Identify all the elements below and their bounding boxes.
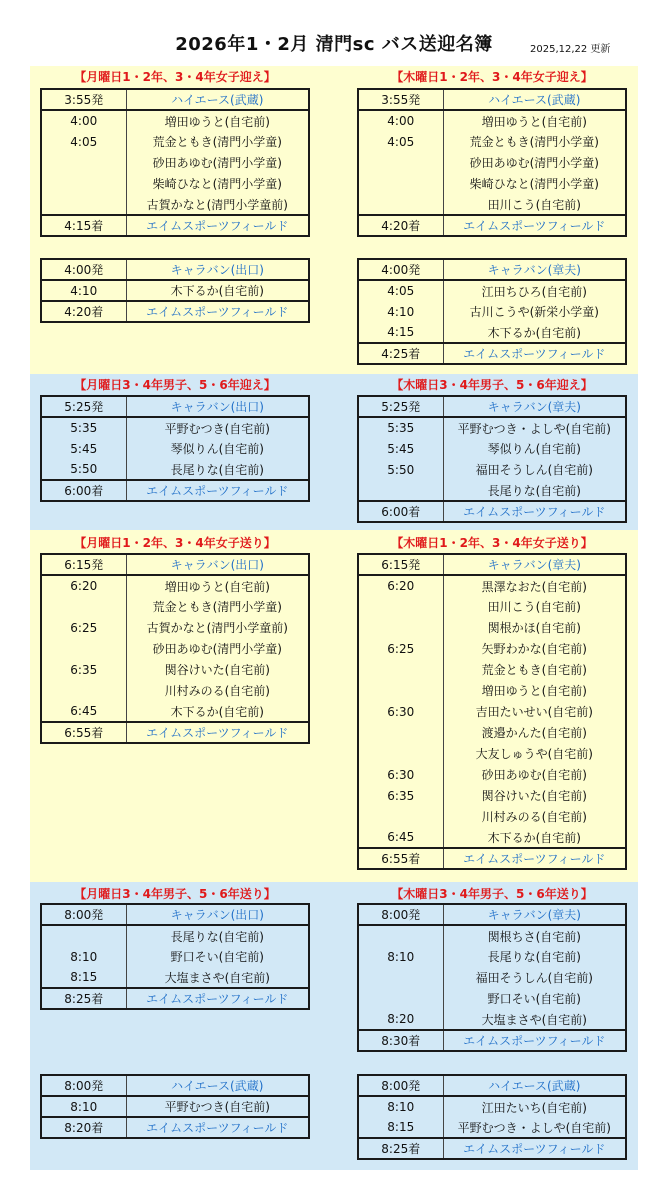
table-row — [358, 701, 626, 722]
schedule-thu-girls-dropoff — [357, 553, 627, 870]
vehicle-cell: ハイエース(武蔵) — [443, 89, 626, 110]
table-row — [41, 638, 309, 659]
table-row — [358, 904, 626, 925]
table-row — [41, 596, 309, 617]
time-cell: 8:00発 — [358, 1075, 443, 1096]
table-row — [358, 1030, 626, 1051]
time-cell — [41, 638, 126, 659]
passenger-cell: 大友しゅうや(自宅前) — [475, 747, 593, 761]
table-row — [358, 417, 626, 438]
time-cell — [358, 173, 443, 194]
vehicle-cell: ハイエース(武蔵) — [126, 1075, 309, 1096]
table-row — [358, 680, 626, 701]
time-cell: 4:05 — [358, 280, 443, 301]
time-cell: 6:45 — [41, 701, 126, 722]
passenger-cell: 古川こうや(新栄小学童) — [469, 305, 599, 319]
time-cell: 4:20着 — [41, 301, 126, 322]
table-row — [358, 827, 626, 848]
time-cell — [41, 596, 126, 617]
time-cell: 6:20 — [41, 575, 126, 596]
table-row — [41, 701, 309, 722]
table-row — [41, 194, 309, 215]
table-row — [358, 259, 626, 280]
table-row — [358, 596, 626, 617]
passenger-cell: 長尾りな(自宅前) — [170, 462, 264, 477]
passenger-cell: 吉田たいせい(自宅前) — [475, 705, 593, 719]
destination-cell: エイムスポーツフィールド — [443, 1138, 626, 1159]
time-cell: 4:10 — [41, 280, 126, 301]
heading-mon-boys-dropoff: 【月曜日3・4年男子、5・6年送り】 — [74, 887, 276, 901]
table-row — [358, 301, 626, 322]
destination-cell: エイムスポーツフィールド — [443, 1030, 626, 1051]
schedule-mon-girls-pickup-hiace — [40, 88, 310, 237]
time-cell — [358, 967, 443, 988]
table-row — [41, 659, 309, 680]
time-cell — [41, 152, 126, 173]
table-row — [41, 988, 309, 1009]
passenger-cell: 田川こう(自宅前) — [487, 197, 581, 212]
passenger-cell: 木下るか(自宅前) — [170, 284, 264, 298]
table-row — [358, 617, 626, 638]
table-row — [358, 152, 626, 173]
time-cell: 5:35 — [358, 417, 443, 438]
passenger-cell: 黒澤なおた(自宅前) — [481, 579, 587, 594]
table-row — [41, 152, 309, 173]
time-cell: 6:55着 — [41, 722, 126, 743]
vehicle-cell: キャラバン(章夫) — [443, 396, 626, 417]
passenger-cell: 琴似りん(自宅前) — [487, 442, 581, 456]
passenger-cell: 荒金ともき(清門小学童) — [469, 135, 599, 149]
passenger-cell: 江田ちひろ(自宅前) — [481, 284, 587, 299]
time-cell: 8:10 — [41, 946, 126, 967]
destination-cell: エイムスポーツフィールド — [126, 480, 309, 501]
time-cell — [358, 194, 443, 215]
time-cell: 3:55発 — [41, 89, 126, 110]
table-row — [358, 1138, 626, 1159]
destination-cell: エイムスポーツフィールド — [126, 215, 309, 236]
vehicle-cell: キャラバン(章夫) — [443, 259, 626, 280]
heading-thu-girls-dropoff: 【木曜日1・2年、3・4年女子送り】 — [391, 536, 593, 550]
table-row — [358, 194, 626, 215]
passenger-cell: 砂田あゆむ(清門小学童) — [152, 156, 282, 170]
passenger-cell: 長尾りな(自宅前) — [170, 929, 264, 944]
time-cell: 4:20着 — [358, 215, 443, 236]
time-cell — [358, 596, 443, 617]
passenger-cell: 長尾りな(自宅前) — [487, 483, 581, 498]
destination-cell: エイムスポーツフィールド — [126, 301, 309, 322]
heading-thu-girls-pickup: 【木曜日1・2年、3・4年女子迎え】 — [391, 70, 593, 84]
passenger-cell: 増田ゆうと(自宅前) — [481, 684, 587, 698]
table-row — [41, 680, 309, 701]
passenger-cell: 木下るか(自宅前) — [170, 704, 264, 719]
table-row — [41, 215, 309, 236]
table-row — [41, 259, 309, 280]
table-row — [358, 988, 626, 1009]
updated-date: 2025,12,22 更新 — [530, 44, 611, 55]
heading-mon-girls-dropoff: 【月曜日1・2年、3・4年女子送り】 — [74, 536, 276, 550]
passenger-cell: 古賀かなと(清門小学童前) — [146, 197, 288, 212]
table-row — [358, 638, 626, 659]
table-row — [358, 438, 626, 459]
schedule-mon-girls-dropoff — [40, 553, 310, 744]
table-row — [358, 659, 626, 680]
vehicle-cell: ハイエース(武蔵) — [126, 89, 309, 110]
passenger-cell: 川村みのる(自宅前) — [481, 810, 587, 824]
passenger-cell: 長尾りな(自宅前) — [487, 950, 581, 964]
passenger-cell: 関谷けいた(自宅前) — [164, 663, 270, 677]
vehicle-cell: キャラバン(出口) — [126, 904, 309, 925]
time-cell: 8:10 — [358, 946, 443, 967]
time-cell: 6:25 — [358, 638, 443, 659]
passenger-cell: 木下るか(自宅前) — [487, 325, 581, 340]
time-cell: 4:10 — [358, 301, 443, 322]
table-row — [41, 1075, 309, 1096]
table-row — [41, 459, 309, 480]
time-cell: 4:00 — [41, 110, 126, 131]
time-cell: 8:15 — [358, 1117, 443, 1138]
table-row — [358, 743, 626, 764]
table-row — [41, 131, 309, 152]
passenger-cell: 矢野わかな(自宅前) — [481, 642, 587, 656]
time-cell: 6:15発 — [41, 554, 126, 575]
time-cell — [41, 925, 126, 946]
table-row — [358, 1075, 626, 1096]
destination-cell: エイムスポーツフィールド — [443, 501, 626, 522]
time-cell: 6:55着 — [358, 848, 443, 869]
time-cell: 6:35 — [358, 785, 443, 806]
table-row — [41, 280, 309, 301]
table-row — [41, 904, 309, 925]
passenger-cell: 関谷けいた(自宅前) — [481, 789, 587, 803]
schedule-thu-girls-pickup-hiace — [357, 88, 627, 237]
time-cell: 5:45 — [358, 438, 443, 459]
table-row — [358, 1117, 626, 1138]
destination-cell: エイムスポーツフィールド — [443, 343, 626, 364]
table-row — [358, 173, 626, 194]
table-row — [41, 617, 309, 638]
schedule-thu-boys-pickup — [357, 395, 627, 523]
table-row — [358, 967, 626, 988]
passenger-cell: 増田ゆうと(自宅前) — [164, 579, 270, 594]
time-cell: 4:05 — [358, 131, 443, 152]
time-cell — [358, 988, 443, 1009]
table-row — [41, 110, 309, 131]
time-cell: 6:00着 — [358, 501, 443, 522]
passenger-cell: 江田たいち(自宅前) — [481, 1100, 587, 1115]
passenger-cell: 田川こう(自宅前) — [487, 600, 581, 614]
table-row — [41, 722, 309, 743]
time-cell: 6:20 — [358, 575, 443, 596]
passenger-cell: 福田そうしん(自宅前) — [475, 463, 593, 477]
time-cell: 5:50 — [41, 459, 126, 480]
passenger-cell: 大塩まさや(自宅前) — [481, 1012, 587, 1027]
time-cell — [358, 152, 443, 173]
vehicle-cell: キャラバン(出口) — [126, 396, 309, 417]
time-cell: 4:05 — [41, 131, 126, 152]
schedule-mon-boys-dropoff-caravan — [40, 903, 310, 1010]
passenger-cell: 川村みのる(自宅前) — [164, 684, 270, 698]
time-cell: 8:10 — [41, 1096, 126, 1117]
table-row — [41, 173, 309, 194]
schedule-thu-girls-pickup-caravan — [357, 258, 627, 365]
passenger-cell: 渡邉かんた(自宅前) — [481, 726, 587, 740]
time-cell: 6:35 — [41, 659, 126, 680]
passenger-cell: 大塩まさや(自宅前) — [164, 970, 270, 985]
time-cell: 6:30 — [358, 764, 443, 785]
table-row — [358, 322, 626, 343]
table-row — [358, 459, 626, 480]
heading-mon-girls-pickup: 【月曜日1・2年、3・4年女子迎え】 — [74, 70, 276, 84]
time-cell: 8:20 — [358, 1009, 443, 1030]
vehicle-cell: キャラバン(出口) — [126, 259, 309, 280]
time-cell — [41, 194, 126, 215]
vehicle-cell: キャラバン(出口) — [126, 554, 309, 575]
table-row — [41, 967, 309, 988]
time-cell — [358, 680, 443, 701]
time-cell: 6:00着 — [41, 480, 126, 501]
table-row — [358, 280, 626, 301]
destination-cell: エイムスポーツフィールド — [126, 722, 309, 743]
table-row — [41, 1117, 309, 1138]
time-cell: 8:10 — [358, 1096, 443, 1117]
time-cell: 8:25着 — [358, 1138, 443, 1159]
passenger-cell: 増田ゆうと(自宅前) — [164, 114, 270, 129]
passenger-cell: 平野むつき・よしや(自宅前) — [457, 1120, 611, 1135]
passenger-cell: 琴似りん(自宅前) — [170, 442, 264, 456]
schedule-mon-girls-pickup-caravan — [40, 258, 310, 323]
time-cell: 6:45 — [358, 827, 443, 848]
schedule-thu-boys-dropoff-hiace — [357, 1074, 627, 1160]
table-row — [41, 480, 309, 501]
table-row — [358, 554, 626, 575]
table-row — [41, 925, 309, 946]
time-cell: 8:00発 — [358, 904, 443, 925]
table-row — [358, 89, 626, 110]
passenger-cell: 増田ゆうと(自宅前) — [481, 114, 587, 129]
time-cell: 8:20着 — [41, 1117, 126, 1138]
table-row — [358, 806, 626, 827]
heading-thu-boys-pickup: 【木曜日3・4年男子、5・6年迎え】 — [391, 378, 593, 392]
passenger-cell: 柴崎ひなと(清門小学童) — [469, 177, 599, 191]
table-row — [41, 301, 309, 322]
time-cell — [358, 722, 443, 743]
time-cell: 4:25着 — [358, 343, 443, 364]
destination-cell: エイムスポーツフィールド — [443, 215, 626, 236]
time-cell: 4:00 — [358, 110, 443, 131]
passenger-cell: 木下るか(自宅前) — [487, 830, 581, 845]
table-row — [358, 848, 626, 869]
table-row — [358, 501, 626, 522]
passenger-cell: 砂田あゆむ(清門小学童) — [469, 156, 599, 170]
passenger-cell: 平野むつき・よしや(自宅前) — [457, 421, 611, 436]
table-row — [358, 785, 626, 806]
time-cell — [358, 480, 443, 501]
time-cell — [41, 173, 126, 194]
table-row — [41, 575, 309, 596]
passenger-cell: 野口そい(自宅前) — [170, 950, 264, 964]
time-cell: 8:30着 — [358, 1030, 443, 1051]
table-row — [358, 110, 626, 131]
passenger-cell: 関根かほ(自宅前) — [487, 621, 581, 635]
time-cell: 4:00発 — [358, 259, 443, 280]
table-row — [358, 215, 626, 236]
table-row — [358, 480, 626, 501]
time-cell: 5:25発 — [41, 396, 126, 417]
time-cell — [358, 743, 443, 764]
table-row — [358, 764, 626, 785]
time-cell — [358, 925, 443, 946]
table-row — [358, 946, 626, 967]
heading-thu-boys-dropoff: 【木曜日3・4年男子、5・6年送り】 — [391, 887, 593, 901]
destination-cell: エイムスポーツフィールド — [443, 848, 626, 869]
passenger-cell: 平野むつき(自宅前) — [164, 1100, 270, 1114]
time-cell: 4:15着 — [41, 215, 126, 236]
schedule-mon-boys-dropoff-hiace — [40, 1074, 310, 1139]
passenger-cell: 砂田あゆむ(自宅前) — [481, 768, 587, 782]
time-cell: 6:30 — [358, 701, 443, 722]
heading-mon-boys-pickup: 【月曜日3・4年男子、5・6年迎え】 — [74, 378, 276, 392]
vehicle-cell: キャラバン(章夫) — [443, 904, 626, 925]
passenger-cell: 平野むつき(自宅前) — [164, 421, 270, 436]
passenger-cell: 砂田あゆむ(清門小学童) — [152, 642, 282, 656]
table-row — [358, 343, 626, 364]
table-row — [41, 1096, 309, 1117]
destination-cell: エイムスポーツフィールド — [126, 988, 309, 1009]
time-cell — [358, 617, 443, 638]
time-cell: 4:15 — [358, 322, 443, 343]
time-cell — [358, 806, 443, 827]
time-cell: 8:00発 — [41, 904, 126, 925]
page-title: 2026年1・2月 清門sc バス送迎名簿 — [175, 34, 493, 55]
passenger-cell: 野口そい(自宅前) — [487, 992, 581, 1006]
table-row — [358, 1096, 626, 1117]
passenger-cell: 柴崎ひなと(清門小学童) — [152, 177, 282, 191]
time-cell: 6:25 — [41, 617, 126, 638]
table-row — [41, 946, 309, 967]
time-cell: 5:50 — [358, 459, 443, 480]
table-row — [358, 575, 626, 596]
passenger-cell: 福田そうしん(自宅前) — [475, 971, 593, 985]
passenger-cell: 古賀かなと(清門小学童前) — [146, 621, 288, 635]
table-row — [358, 1009, 626, 1030]
passenger-cell: 荒金ともき(清門小学童) — [152, 600, 282, 614]
time-cell: 6:15発 — [358, 554, 443, 575]
table-row — [41, 89, 309, 110]
table-row — [358, 722, 626, 743]
time-cell: 5:25発 — [358, 396, 443, 417]
time-cell: 5:35 — [41, 417, 126, 438]
time-cell — [358, 659, 443, 680]
table-row — [358, 925, 626, 946]
vehicle-cell: ハイエース(武蔵) — [443, 1075, 626, 1096]
table-row — [41, 554, 309, 575]
time-cell: 8:15 — [41, 967, 126, 988]
vehicle-cell: キャラバン(章夫) — [443, 554, 626, 575]
time-cell: 5:45 — [41, 438, 126, 459]
passenger-cell: 関根ちさ(自宅前) — [487, 929, 581, 944]
table-row — [41, 417, 309, 438]
table-row — [358, 131, 626, 152]
table-row — [41, 438, 309, 459]
passenger-cell: 荒金ともき(自宅前) — [481, 663, 587, 677]
table-row — [41, 396, 309, 417]
time-cell: 4:00発 — [41, 259, 126, 280]
passenger-cell: 荒金ともき(清門小学童) — [152, 135, 282, 149]
time-cell: 3:55発 — [358, 89, 443, 110]
schedule-mon-boys-pickup — [40, 395, 310, 502]
table-row — [358, 396, 626, 417]
time-cell: 8:25着 — [41, 988, 126, 1009]
time-cell: 8:00発 — [41, 1075, 126, 1096]
schedule-thu-boys-dropoff-caravan — [357, 903, 627, 1052]
destination-cell: エイムスポーツフィールド — [126, 1117, 309, 1138]
time-cell — [41, 680, 126, 701]
